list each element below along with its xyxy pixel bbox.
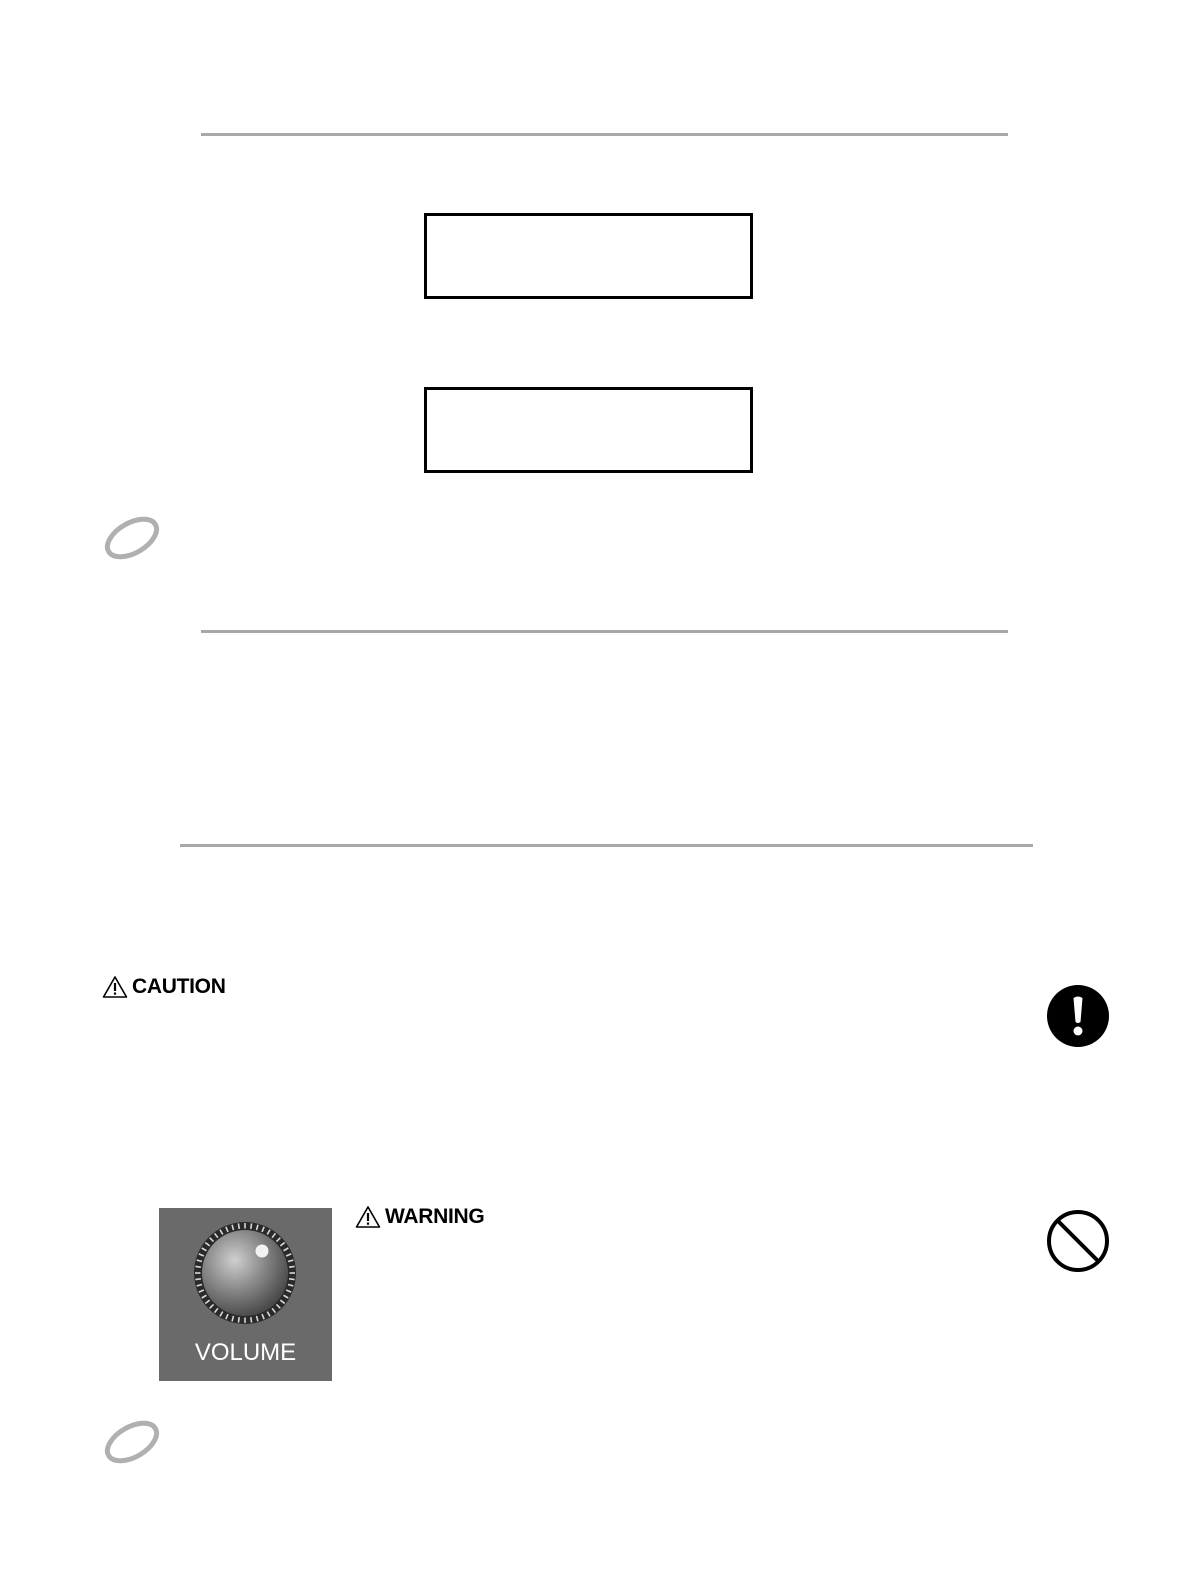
knob-tick [251, 1317, 252, 1322]
exclamation-circle-icon [1046, 984, 1110, 1048]
note-oval-icon [102, 514, 162, 562]
knob-tick [238, 1223, 239, 1228]
warning-triangle-icon [355, 1205, 381, 1229]
knob-tick [195, 1279, 200, 1280]
section-divider [180, 844, 1033, 847]
volume-knob-panel [159, 1208, 332, 1381]
section-divider [201, 630, 1008, 633]
knob-tick [251, 1223, 252, 1228]
note-oval-icon [102, 1418, 162, 1466]
display-frame [424, 213, 753, 299]
caution-text: CAUTION [132, 975, 226, 998]
knob-tick [195, 1266, 200, 1267]
knob-tick [289, 1279, 294, 1280]
knob-tick [238, 1317, 239, 1322]
warning-triangle-icon [102, 975, 128, 999]
warning-text: WARNING [385, 1205, 485, 1228]
caution-label [102, 975, 226, 999]
knob-tick [289, 1266, 294, 1267]
volume-label: VOLUME [194, 1339, 297, 1366]
display-frame [424, 387, 753, 473]
section-divider [201, 133, 1008, 136]
warning-label [355, 1205, 484, 1229]
prohibited-circle-icon [1046, 1209, 1110, 1273]
